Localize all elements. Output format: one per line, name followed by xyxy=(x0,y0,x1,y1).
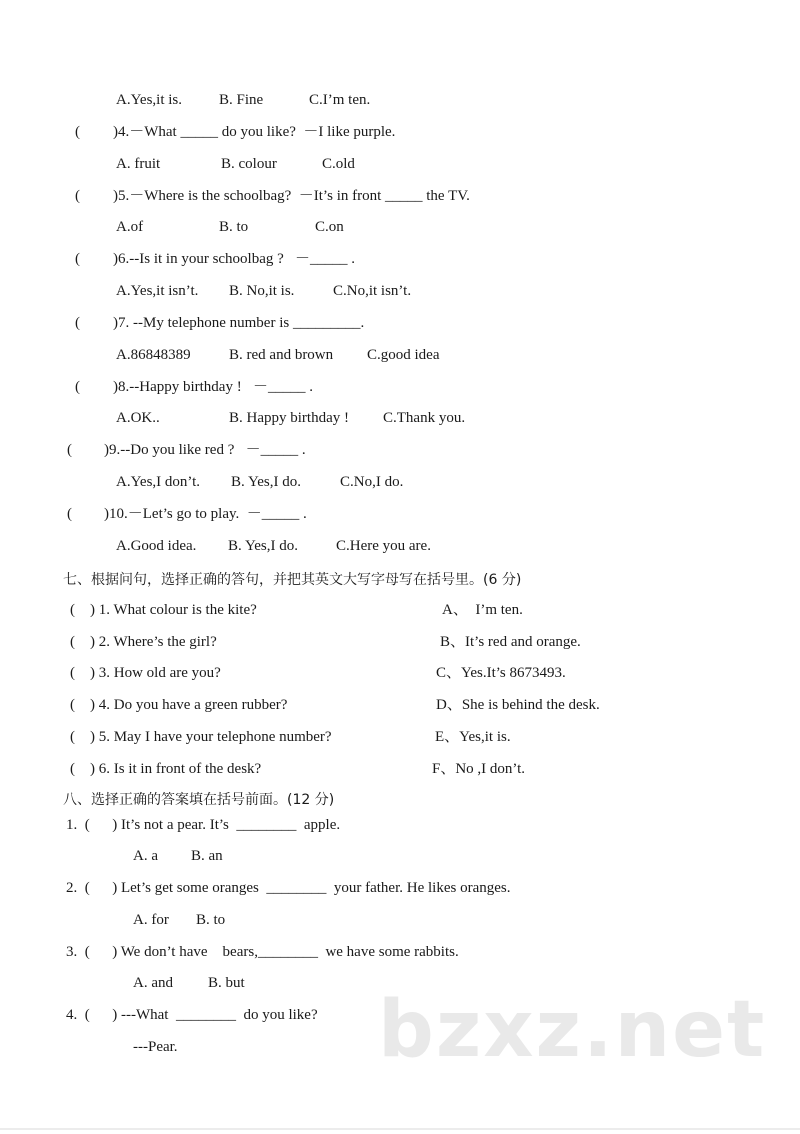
choice-question-1: 1. ( ) It’s not a pear. It’s ________ apple. xyxy=(66,817,341,833)
matching-answer: D、She is behind the desk. xyxy=(436,697,600,713)
choice-question-4: 4. ( ) ---What ________ do you like? xyxy=(66,1007,318,1023)
question-6: )6.--Is it in your schoolbag ? －_____ . xyxy=(113,251,356,267)
question-10: )10.－Let’s go to play. －_____ . xyxy=(104,506,307,522)
option-b: B. Yes,I do. xyxy=(231,474,302,490)
matching-question: ( ) 3. How old are you? xyxy=(70,665,221,681)
option-c: C.Here you are. xyxy=(336,538,431,554)
option-a: A. fruit xyxy=(116,156,161,172)
option-a: A.Yes,I don’t. xyxy=(116,474,201,490)
option-b: B. to xyxy=(219,219,249,235)
option-b: B. Happy birthday ! xyxy=(229,410,349,426)
option-a: A. a xyxy=(133,848,158,864)
matching-answer: C、Yes.It’s 8673493. xyxy=(436,665,566,681)
option-c: C.No,it isn’t. xyxy=(333,283,412,299)
question-5: )5.－Where is the schoolbag? －It’s in front _____ the TV. xyxy=(113,188,470,204)
option-b: B. Yes,I do. xyxy=(228,538,299,554)
option-c: C.Thank you. xyxy=(383,410,466,426)
option-a: A.Yes,it isn’t. xyxy=(116,283,199,299)
option-b: B. colour xyxy=(221,156,277,172)
answer-bracket: ( xyxy=(75,124,80,140)
option-b: B. but xyxy=(208,975,245,991)
answer-bracket: ( xyxy=(67,442,72,458)
answer-bracket: ( xyxy=(75,251,80,267)
question-4: )4.－What _____ do you like? －I like purple. xyxy=(113,124,396,140)
question-8: )8.--Happy birthday ! －_____ . xyxy=(113,379,313,395)
choice-question-2: 2. ( ) Let’s get some oranges ________ your father. He likes oranges. xyxy=(66,880,511,896)
reply: ---Pear. xyxy=(133,1039,178,1055)
option-a: A. for xyxy=(133,912,169,928)
matching-question: ( ) 6. Is it in front of the desk? xyxy=(70,761,262,777)
section-7-title: 七、根据问句，选择正确的答句，并把其英文大写字母写在括号里。(6 分) xyxy=(63,572,522,588)
answer-bracket: ( xyxy=(75,315,80,331)
option-b: B. red and brown xyxy=(229,347,334,363)
matching-question: ( ) 4. Do you have a green rubber? xyxy=(70,697,288,713)
option-c: C.No,I do. xyxy=(340,474,404,490)
answer-bracket: ( xyxy=(75,379,80,395)
option-b: B. No,it is. xyxy=(229,283,295,299)
option-b: B. to xyxy=(196,912,226,928)
question-9: )9.--Do you like red ? －_____ . xyxy=(104,442,306,458)
matching-question: ( ) 5. May I have your telephone number? xyxy=(70,729,332,745)
matching-answer: E、Yes,it is. xyxy=(435,729,511,745)
q3-option-b: B. Fine xyxy=(219,92,264,108)
option-a: A.86848389 xyxy=(116,347,191,363)
choice-question-3: 3. ( ) We don’t have bears,________ we have some rabbits. xyxy=(66,944,459,960)
q3-option-a: A.Yes,it is. xyxy=(116,92,182,108)
option-a: A.Good idea. xyxy=(116,538,197,554)
question-7: )7. --My telephone number is _________. xyxy=(113,315,365,331)
matching-question: ( ) 1. What colour is the kite? xyxy=(70,602,257,618)
option-a: A. and xyxy=(133,975,173,991)
option-a: A.OK.. xyxy=(116,410,160,426)
page-edge xyxy=(0,1128,800,1130)
option-c: C.on xyxy=(315,219,344,235)
section-8-title: 八、选择正确的答案填在括号前面。(12 分) xyxy=(63,792,335,808)
matching-question: ( ) 2. Where’s the girl? xyxy=(70,634,217,650)
matching-answer: B、It’s red and orange. xyxy=(440,634,581,650)
q3-option-c: C.I’m ten. xyxy=(309,92,371,108)
answer-bracket: ( xyxy=(75,188,80,204)
matching-answer: A、 I’m ten. xyxy=(442,602,523,618)
option-c: C.old xyxy=(322,156,355,172)
option-a: A.of xyxy=(116,219,144,235)
option-c: C.good idea xyxy=(367,347,440,363)
answer-bracket: ( xyxy=(67,506,72,522)
option-b: B. an xyxy=(191,848,223,864)
watermark: bzxz.net xyxy=(378,985,767,1075)
matching-answer: F、No ,I don’t. xyxy=(432,761,526,777)
